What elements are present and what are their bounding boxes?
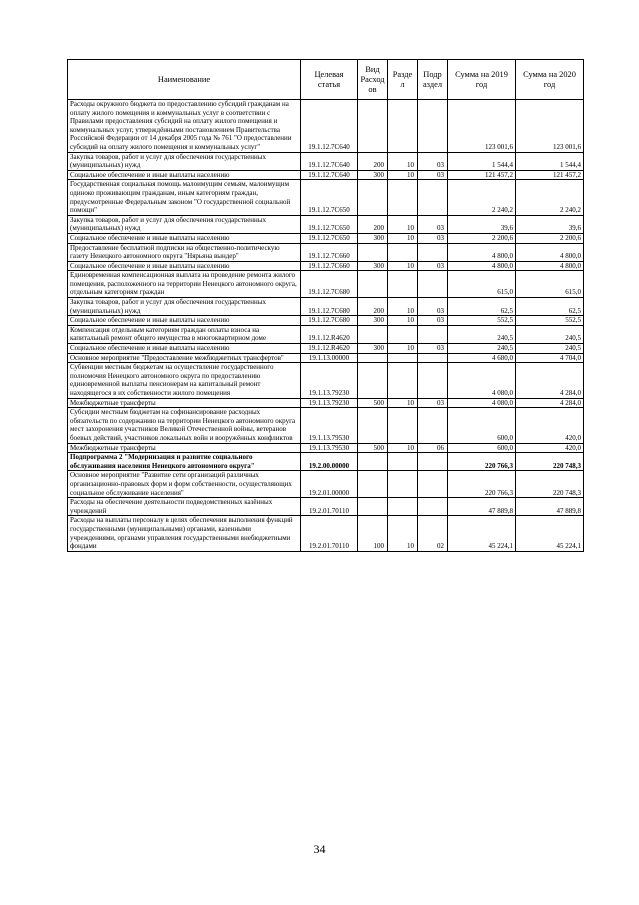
cell-podrazdel: 03 [418,261,448,271]
cell-vid: 200 [358,152,388,170]
table-body [68,100,584,552]
cell-razdel: 10 [388,233,418,243]
table-row [68,298,584,316]
cell-sum-2019: 220 766,3 [448,471,516,498]
cell-name: Социальное обеспечение и иные выплаты населению [68,316,301,326]
cell-vid [358,325,388,343]
cell-razdel [388,100,418,153]
cell-vid [358,180,388,215]
cell-sum-2020: 552,5 [516,316,584,326]
cell-name: Расходы на выплаты персоналу в целях обеспечения выполнения функций государственными (муниципальными) органами, казенными учреждениями, органами управления государственными внебюджетными фондами [68,516,301,551]
cell-vid: 200 [358,215,388,233]
cell-sum-2020: 240,5 [516,344,584,354]
cell-podrazdel: 06 [418,443,448,453]
cell-razdel: 10 [388,298,418,316]
cell-vid [358,353,388,363]
table-row [68,498,584,516]
table-row [68,215,584,233]
cell-podrazdel [418,471,448,498]
cell-article: 19.1.12.7С640 [301,152,358,170]
cell-article: 19.1.12.7С650 [301,215,358,233]
cell-vid [358,271,388,298]
cell-name: Субсидии местным бюджетам на софинансирование расходных обязательств по содержанию на территории Ненецкого автономного округа мест захоронения участников Великой Отечественной войны, ветеранов боевых действий, участников локальных войн и вооружённых конфликтов [68,408,301,443]
cell-sum-2020: 2 200,6 [516,233,584,243]
cell-article: 19.1.13.00000 [301,353,358,363]
cell-vid [358,498,388,516]
cell-article: 19.2.00.00000 [301,453,358,471]
cell-vid: 300 [358,170,388,180]
cell-vid: 300 [358,233,388,243]
cell-sum-2019: 1 544,4 [448,152,516,170]
header-vid: Вид Расход ов [358,60,388,100]
cell-name: Социальное обеспечение и иные выплаты населению [68,344,301,354]
cell-article: 19.1.12.7С680 [301,316,358,326]
table-row [68,516,584,551]
cell-razdel [388,325,418,343]
cell-sum-2020: 615,0 [516,271,584,298]
cell-vid: 300 [358,316,388,326]
cell-razdel [388,408,418,443]
cell-article: 19.1.13.79530 [301,408,358,443]
cell-sum-2019: 39,6 [448,215,516,233]
table-row [68,344,584,354]
cell-sum-2020: 420,0 [516,408,584,443]
budget-table-sheet [67,59,583,552]
cell-sum-2020: 420,0 [516,443,584,453]
cell-name: Субвенции местным бюджетам на осуществление государственного полномочия Ненецкого автономного округа по предоставлению единовременной выплаты пенсионерам на капитальный ремонт находящегося в их собственности жилого помещения [68,363,301,398]
cell-razdel: 10 [388,316,418,326]
table-row [68,471,584,498]
cell-article: 19.1.12.7С660 [301,261,358,271]
cell-razdel: 10 [388,443,418,453]
cell-vid: 200 [358,298,388,316]
cell-sum-2019: 552,5 [448,316,516,326]
cell-name: Государственная социальная помощь малоимущим семьям, малоимущим одиноко проживающим гражданам, иным категориям граждан, предусмотренные Федеральным законом "О государственной социальной помощи" [68,180,301,215]
cell-podrazdel [418,363,448,398]
cell-article: 19.2.01.00000 [301,471,358,498]
cell-sum-2020: 2 240,2 [516,180,584,215]
cell-sum-2020: 4 704,0 [516,353,584,363]
cell-name: Расходы окружного бюджета по предоставлению субсидий гражданам на оплату жилого помещения и коммунальных услуг в соответствии с Правилами предоставления субсидий на оплату жилого помещения и коммунальных услуг, утверждёнными постановлением Правительства Российской Федерации от 14 декабря 2005 года № 761 "О предоставлении субсидий на оплату жилого помещения и коммунальных услуг" [68,100,301,153]
cell-vid [358,471,388,498]
cell-sum-2019: 2 240,2 [448,180,516,215]
cell-podrazdel: 03 [418,298,448,316]
cell-vid: 500 [358,443,388,453]
table-row [68,363,584,398]
cell-article: 19.1.13.79230 [301,363,358,398]
cell-article: 19.1.12.R4620 [301,344,358,354]
cell-razdel: 10 [388,152,418,170]
table-row [68,443,584,453]
cell-sum-2020: 4 800,0 [516,243,584,261]
cell-article: 19.1.12.7С650 [301,233,358,243]
table-row [68,316,584,326]
cell-sum-2019: 600,0 [448,408,516,443]
cell-razdel [388,498,418,516]
cell-article: 19.1.12.7С660 [301,243,358,261]
cell-sum-2020: 4 800,0 [516,261,584,271]
cell-name: Компенсация отдельным категориям граждан оплаты взноса на капитальный ремонт общего имущества в многоквартирном доме [68,325,301,343]
cell-podrazdel [418,271,448,298]
cell-vid: 500 [358,398,388,408]
cell-razdel: 10 [388,344,418,354]
header-article: Целевая статья [301,60,358,100]
header-sum-2019: Сумма на 2019 год [448,60,516,100]
cell-podrazdel [418,353,448,363]
cell-article: 19.1.12.7С640 [301,170,358,180]
cell-name: Закупка товаров, работ и услуг для обеспечения государственных (муниципальных) нужд [68,152,301,170]
cell-name: Подпрограмма 2 "Модернизация и развитие социального обслуживания населения Ненецкого автономного округа" [68,453,301,471]
cell-razdel [388,471,418,498]
cell-name: Социальное обеспечение и иные выплаты населению [68,233,301,243]
cell-podrazdel: 03 [418,398,448,408]
cell-razdel [388,243,418,261]
cell-article: 19.1.12.7С650 [301,180,358,215]
cell-vid: 100 [358,516,388,551]
cell-sum-2020: 39,6 [516,215,584,233]
cell-podrazdel: 03 [418,152,448,170]
table-row [68,100,584,153]
cell-sum-2019: 240,5 [448,344,516,354]
cell-name: Социальное обеспечение и иные выплаты населению [68,170,301,180]
cell-name: Закупка товаров, работ и услуг для обеспечения государственных (муниципальных) нужд [68,298,301,316]
cell-podrazdel: 03 [418,215,448,233]
cell-sum-2019: 220 766,3 [448,453,516,471]
cell-sum-2020: 1 544,4 [516,152,584,170]
cell-sum-2019: 47 889,8 [448,498,516,516]
cell-sum-2019: 4 080,0 [448,398,516,408]
table-row [68,353,584,363]
cell-sum-2019: 240,5 [448,325,516,343]
cell-vid: 300 [358,261,388,271]
cell-name: Социальное обеспечение и иные выплаты населению [68,261,301,271]
table-row [68,408,584,443]
cell-name: Расходы на обеспечение деятельности подведомственных казённых учреждений [68,498,301,516]
cell-podrazdel: 03 [418,170,448,180]
cell-razdel [388,180,418,215]
cell-sum-2020: 4 284,0 [516,363,584,398]
cell-sum-2019: 4 800,0 [448,243,516,261]
table-row [68,152,584,170]
cell-sum-2020: 121 457,2 [516,170,584,180]
cell-podrazdel [418,498,448,516]
cell-sum-2020: 47 889,8 [516,498,584,516]
cell-sum-2019: 62,5 [448,298,516,316]
cell-article: 19.2.01.70110 [301,516,358,551]
page-number: 34 [313,842,326,856]
header-podrazdel: Подр аздел [418,60,448,100]
cell-podrazdel: 03 [418,233,448,243]
cell-name: Основное мероприятие "Развитие сети организаций различных организационно-правовых форм и форм собственности, осуществляющих социальное обслуживание населения" [68,471,301,498]
cell-article: 19.2.01.70110 [301,498,358,516]
cell-razdel: 10 [388,170,418,180]
cell-razdel: 10 [388,215,418,233]
cell-razdel: 10 [388,516,418,551]
cell-sum-2019: 121 457,2 [448,170,516,180]
cell-vid [358,408,388,443]
cell-article: 19.1.13.79230 [301,398,358,408]
header-name: Наименование [68,60,301,100]
table-row [68,271,584,298]
cell-name: Межбюджетные трансферты [68,443,301,453]
cell-article: 19.1.13.79530 [301,443,358,453]
cell-vid [358,453,388,471]
cell-podrazdel [418,453,448,471]
cell-sum-2020: 62,5 [516,298,584,316]
table-row [68,453,584,471]
cell-podrazdel: 03 [418,344,448,354]
cell-name: Закупка товаров, работ и услуг для обеспечения государственных (муниципальных) нужд [68,215,301,233]
cell-name: Предоставление бесплатной подписки на общественно-политическую газету Ненецкого автономного округа "Нярьяна вындер" [68,243,301,261]
cell-podrazdel: 03 [418,316,448,326]
cell-razdel [388,271,418,298]
cell-sum-2020: 240,5 [516,325,584,343]
table-header-row [68,60,584,100]
table-row [68,233,584,243]
cell-razdel [388,453,418,471]
cell-sum-2019: 2 200,6 [448,233,516,243]
cell-sum-2019: 4 080,0 [448,363,516,398]
header-razdel: Разде л [388,60,418,100]
cell-article: 19.1.12.7С640 [301,100,358,153]
cell-article: 19.1.12.7С680 [301,298,358,316]
cell-sum-2020: 45 224,1 [516,516,584,551]
cell-razdel [388,363,418,398]
table-row [68,170,584,180]
cell-razdel: 10 [388,398,418,408]
cell-name: Основное мероприятие "Предоставление межбюджетных трансфертов" [68,353,301,363]
cell-article: 19.1.12.7С680 [301,271,358,298]
cell-podrazdel [418,408,448,443]
cell-vid: 300 [358,344,388,354]
table-row [68,180,584,215]
cell-sum-2020: 4 284,0 [516,398,584,408]
cell-sum-2019: 4 680,0 [448,353,516,363]
cell-sum-2019: 600,0 [448,443,516,453]
cell-razdel: 10 [388,261,418,271]
cell-sum-2020: 123 001,6 [516,100,584,153]
cell-sum-2019: 45 224,1 [448,516,516,551]
cell-name: Единовременная компенсационная выплата на проведение ремонта жилого помещения, расположенного на территории Ненецкого автономного округа, отдельным категориям граждан [68,271,301,298]
cell-article: 19.1.12.R4620 [301,325,358,343]
table-row [68,261,584,271]
cell-sum-2020: 220 748,3 [516,453,584,471]
table-row [68,325,584,343]
cell-sum-2020: 220 748,3 [516,471,584,498]
table-row [68,398,584,408]
cell-vid [358,363,388,398]
cell-podrazdel [418,325,448,343]
cell-podrazdel [418,180,448,215]
cell-podrazdel: 02 [418,516,448,551]
cell-podrazdel [418,243,448,261]
header-sum-2020: Сумма на 2020 год [516,60,584,100]
cell-podrazdel [418,100,448,153]
cell-vid [358,243,388,261]
cell-name: Межбюджетные трансферты [68,398,301,408]
budget-table [67,59,584,552]
cell-sum-2019: 615,0 [448,271,516,298]
table-row [68,243,584,261]
cell-sum-2019: 4 800,0 [448,261,516,271]
cell-sum-2019: 123 001,6 [448,100,516,153]
cell-razdel [388,353,418,363]
cell-vid [358,100,388,153]
